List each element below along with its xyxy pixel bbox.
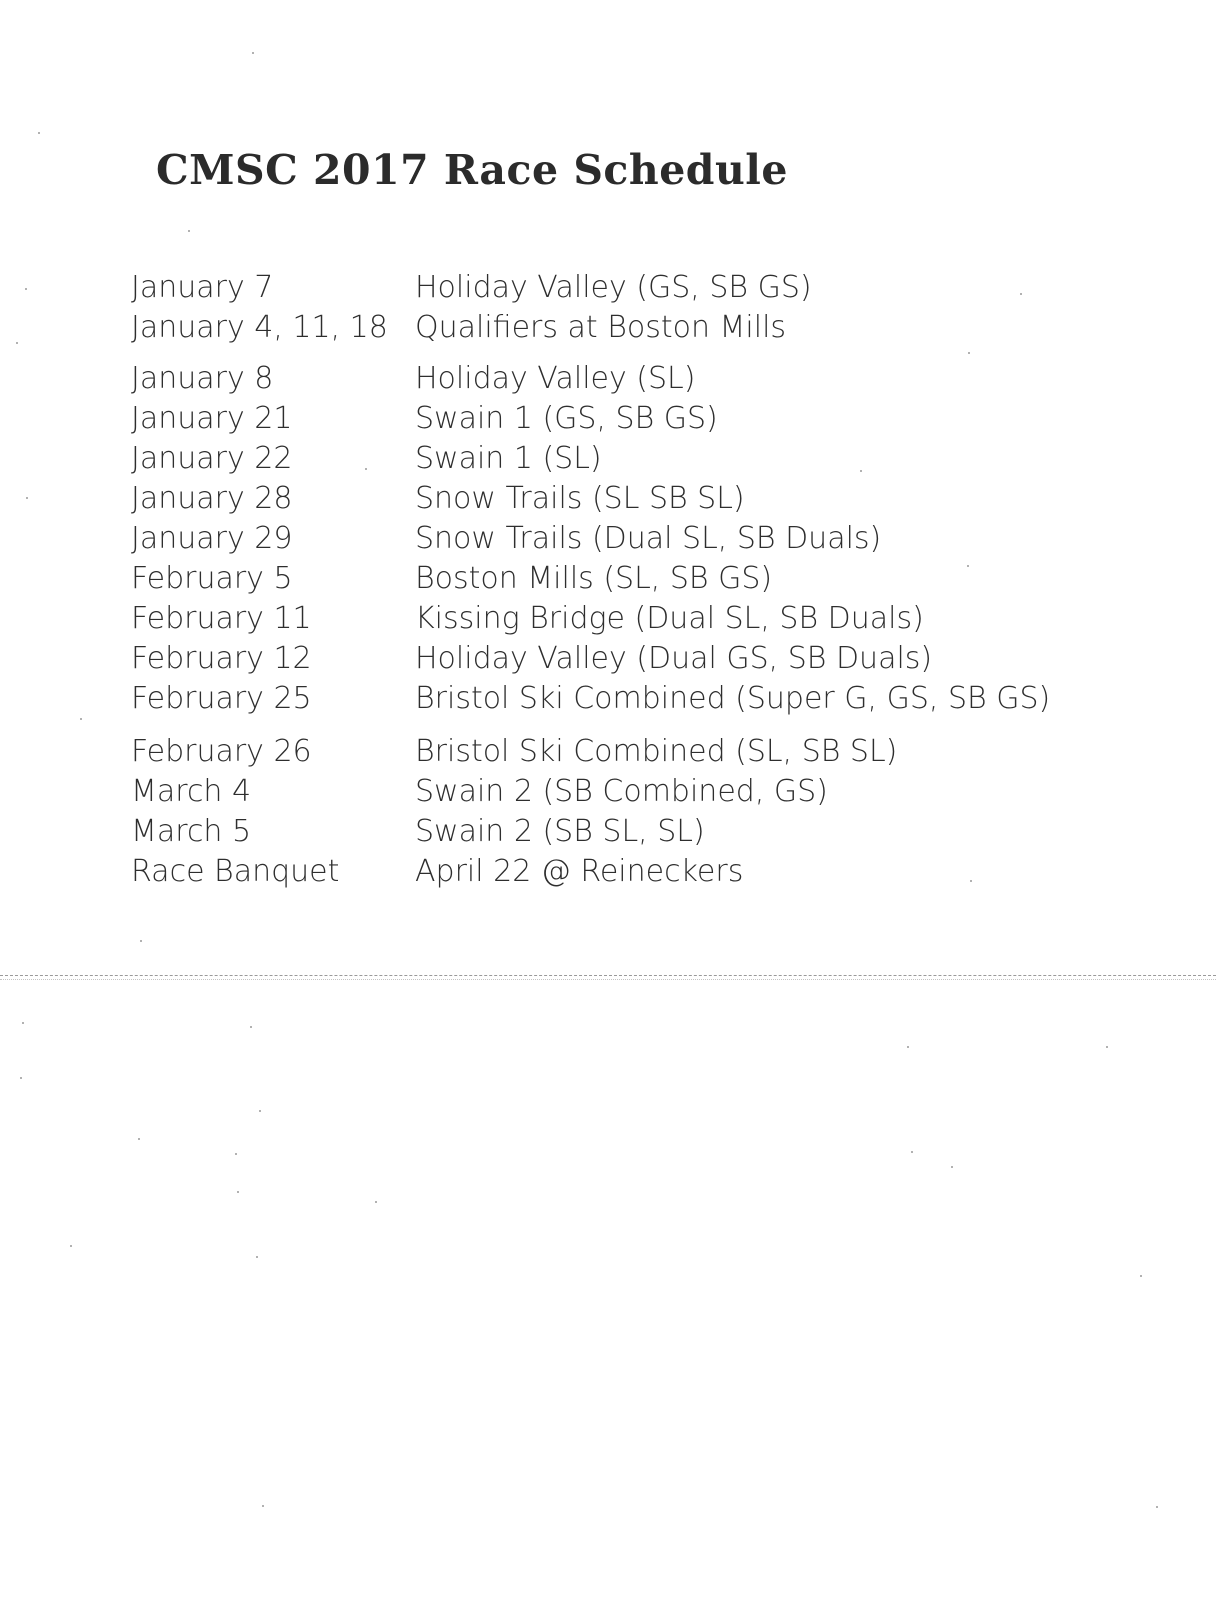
scan-speck (80, 718, 82, 720)
race-date: January 28 (131, 481, 293, 516)
race-event: Snow Trails (SL SB SL) (415, 481, 745, 516)
scan-speck (250, 1026, 252, 1028)
schedule-row (131, 812, 1131, 852)
schedule-row (131, 308, 1131, 348)
scan-speck (951, 1166, 953, 1168)
race-event: Holiday Valley (SL) (415, 361, 696, 396)
schedule-row (131, 639, 1131, 679)
race-schedule-list (131, 268, 1131, 892)
scan-speck (22, 1022, 24, 1024)
race-date: February 25 (131, 681, 312, 716)
race-date: February 26 (131, 734, 312, 769)
scan-speck (256, 1256, 258, 1258)
race-date: February 11 (131, 601, 312, 636)
scan-speck (259, 1110, 261, 1112)
race-event: Boston Mills (SL, SB GS) (415, 561, 773, 596)
race-date: January 7 (131, 270, 274, 305)
scan-speck (1140, 1275, 1142, 1277)
scan-speck (1020, 293, 1022, 295)
scan-speck (26, 497, 28, 499)
race-event: Swain 1 (SL) (415, 441, 602, 476)
schedule-row (131, 679, 1131, 719)
scan-speck (1106, 1046, 1108, 1048)
scan-speck (252, 52, 254, 54)
race-event: Snow Trails (Dual SL, SB Duals) (415, 521, 882, 556)
race-event: Kissing Bridge (Dual SL, SB Duals) (415, 601, 924, 636)
race-event: April 22 @ Reineckers (415, 854, 744, 889)
scan-artifact-line (0, 979, 1216, 980)
scan-speck (1156, 1506, 1158, 1508)
schedule-row (131, 559, 1131, 599)
race-date: January 22 (131, 441, 293, 476)
schedule-row (131, 519, 1131, 559)
scan-speck (138, 1138, 140, 1140)
scan-speck (262, 1505, 264, 1507)
race-date: March 4 (131, 774, 252, 809)
scan-speck (70, 1245, 72, 1247)
scan-speck (968, 352, 970, 354)
scan-speck (16, 342, 18, 344)
scan-speck (375, 1201, 377, 1203)
race-event: Holiday Valley (Dual GS, SB Duals) (415, 641, 933, 676)
schedule-row (131, 599, 1131, 639)
schedule-row (131, 479, 1131, 519)
scan-speck (911, 1151, 913, 1153)
schedule-row (131, 439, 1131, 479)
schedule-row (131, 268, 1131, 308)
schedule-row (131, 359, 1131, 399)
race-date: January 4, 11, 18 (131, 310, 388, 345)
scan-speck (38, 132, 40, 134)
scan-speck (967, 565, 969, 567)
race-date: January 29 (131, 521, 293, 556)
schedule-row (131, 852, 1131, 892)
scan-speck (970, 880, 972, 882)
race-event: Holiday Valley (GS, SB GS) (415, 270, 812, 305)
race-date: January 21 (131, 401, 293, 436)
schedule-row (131, 399, 1131, 439)
scan-speck (235, 1153, 237, 1155)
race-event: Swain 2 (SB Combined, GS) (415, 774, 828, 809)
scan-speck (25, 288, 27, 290)
scan-speck (20, 1077, 22, 1079)
scan-speck (907, 1046, 909, 1048)
race-date: February 12 (131, 641, 312, 676)
race-event: Swain 1 (GS, SB GS) (415, 401, 718, 436)
race-event: Swain 2 (SB SL, SL) (415, 814, 705, 849)
page-title: CMSC 2017 Race Schedule (156, 146, 788, 194)
race-date: January 8 (131, 361, 274, 396)
race-date: Race Banquet (131, 854, 340, 889)
race-date: February 5 (131, 561, 293, 596)
scan-speck (237, 1191, 239, 1193)
scan-artifact-line (0, 975, 1216, 976)
scan-speck (365, 468, 367, 470)
race-date: March 5 (131, 814, 252, 849)
race-event: Bristol Ski Combined (SL, SB SL) (415, 734, 898, 769)
race-event: Bristol Ski Combined (Super G, GS, SB GS) (415, 681, 1051, 716)
scan-speck (140, 940, 142, 942)
scan-speck (188, 230, 190, 232)
schedule-row (131, 732, 1131, 772)
schedule-row (131, 772, 1131, 812)
scan-speck (860, 470, 862, 472)
race-event: Qualifiers at Boston Mills (415, 310, 787, 345)
